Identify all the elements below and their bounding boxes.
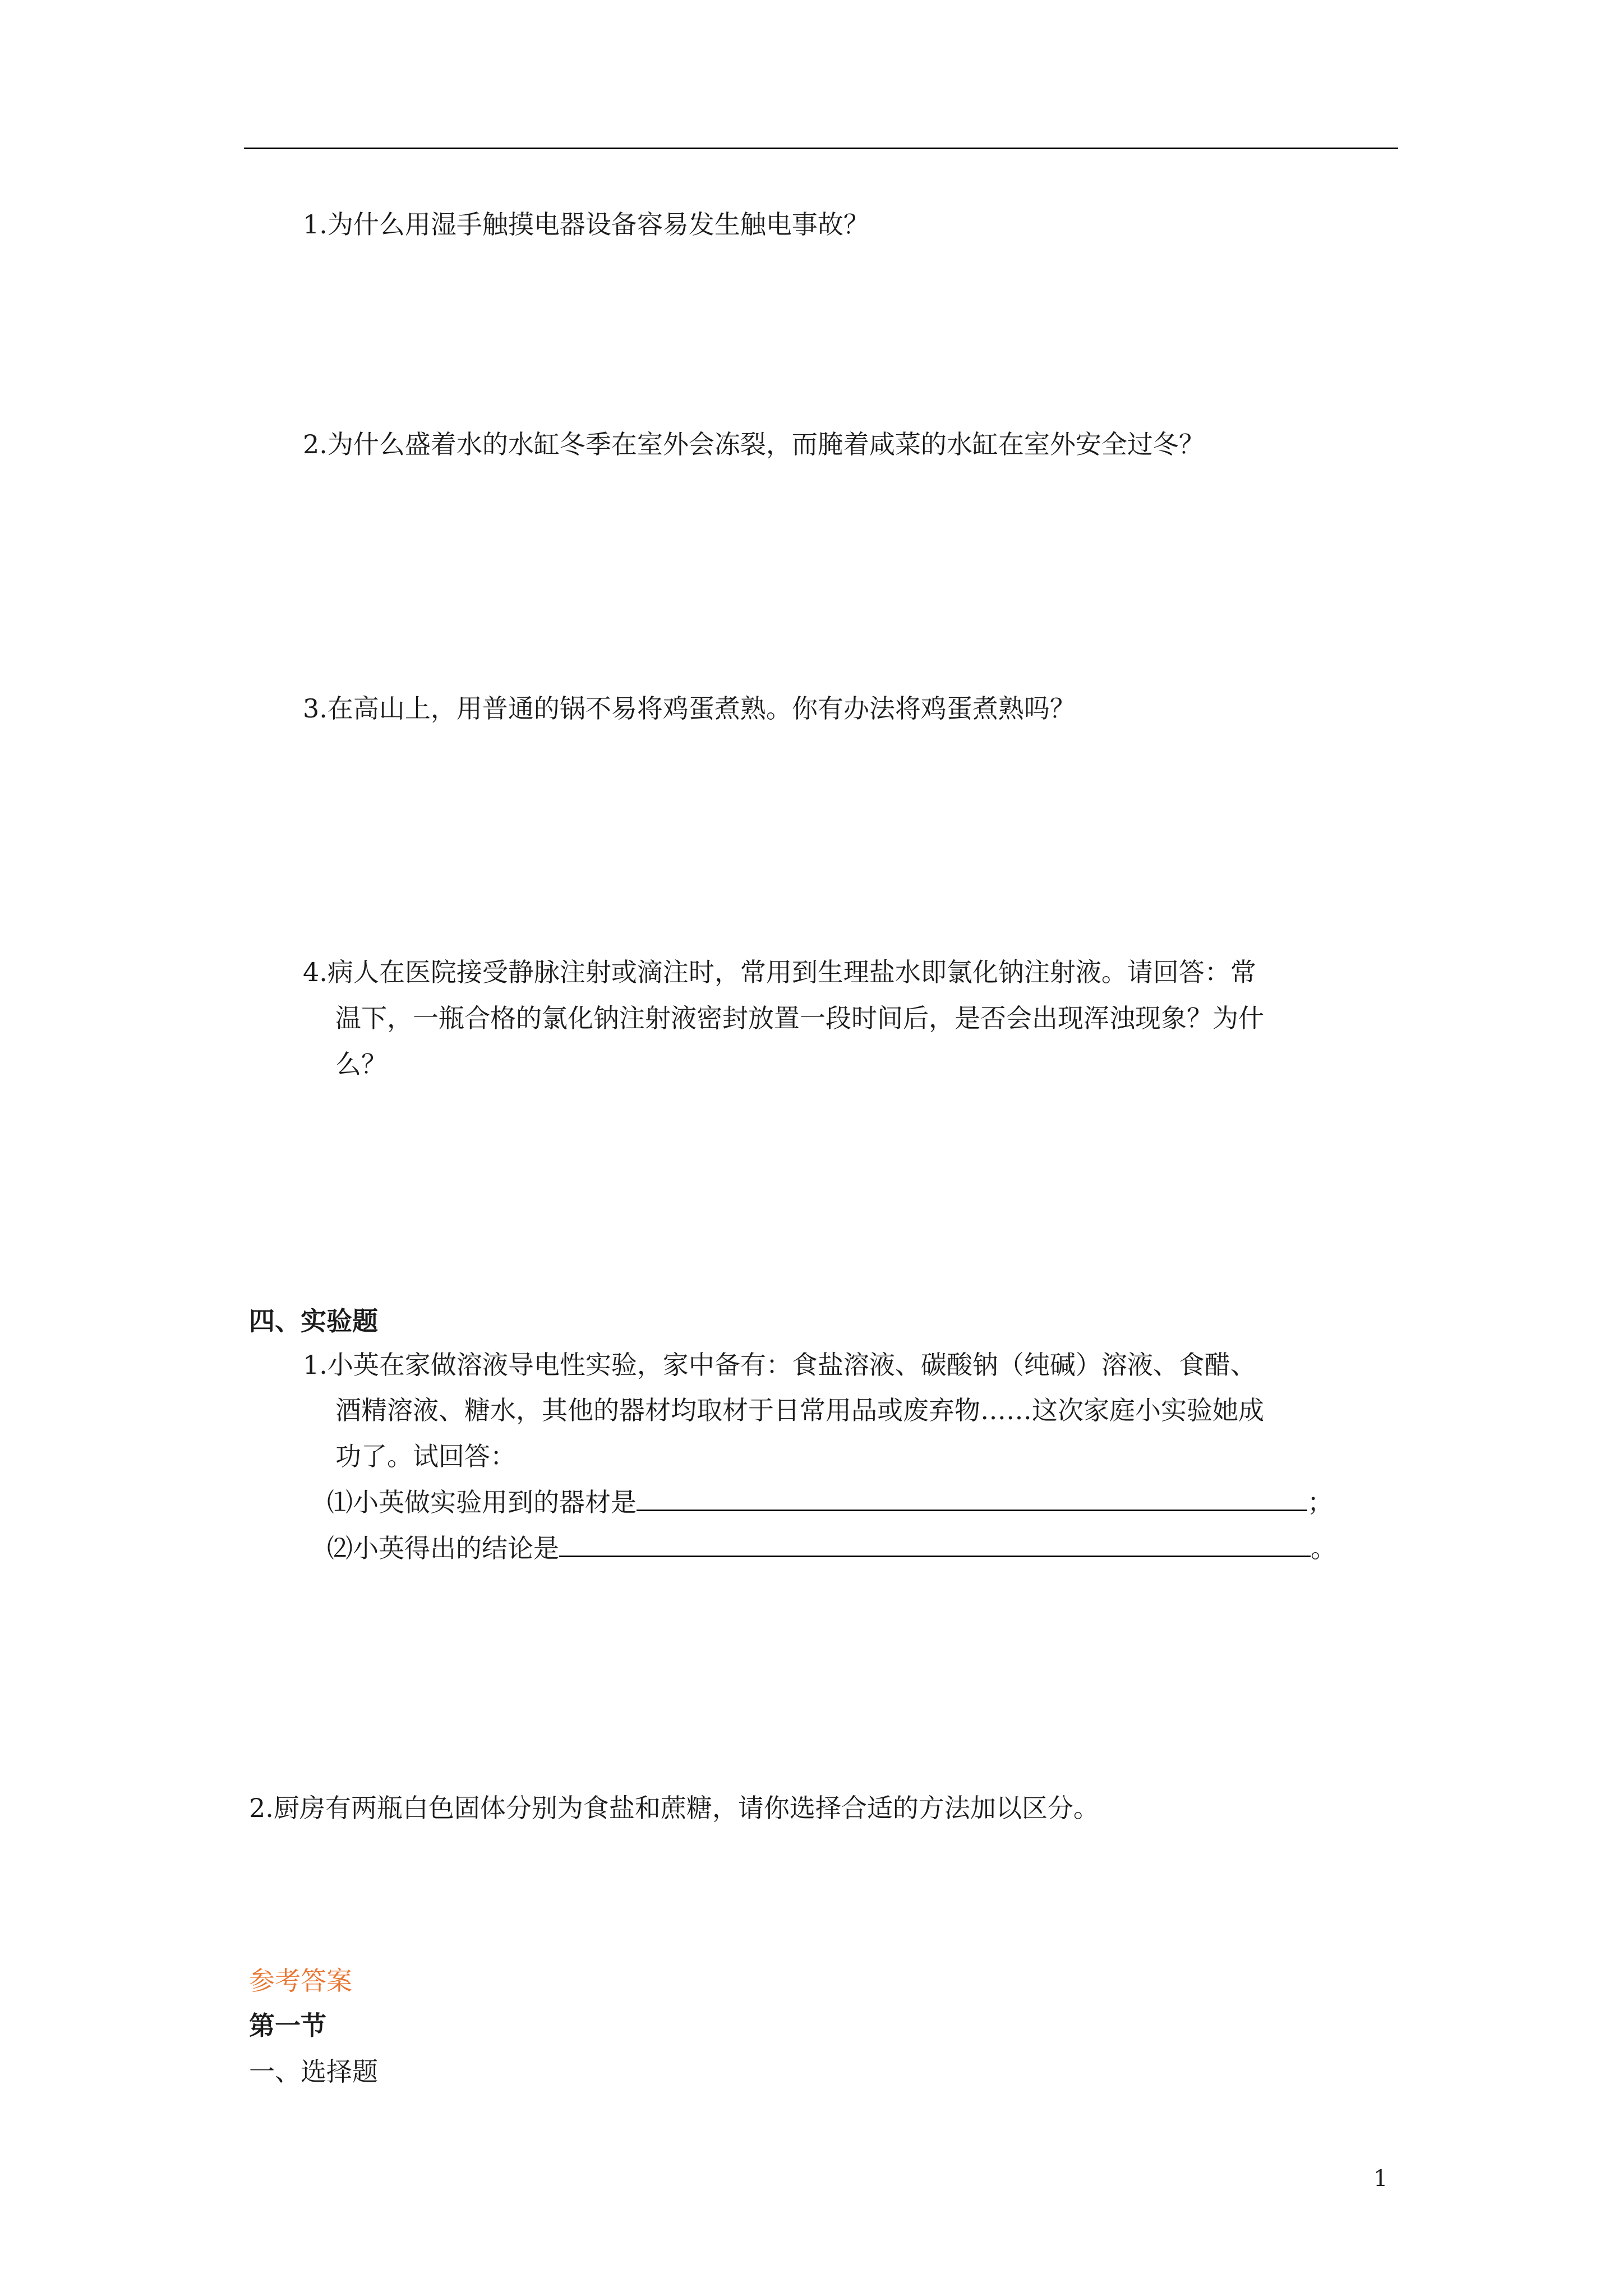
answers-subsection: 一、选择题 xyxy=(249,2056,378,2087)
sub2-answer-blank[interactable] xyxy=(559,1526,1311,1557)
answers-section: 第一节 xyxy=(249,2010,326,2041)
question-4-line-3: 么？ xyxy=(335,1049,387,1079)
page-number: 1 xyxy=(1373,2166,1388,2192)
experiment-q1-sub2 xyxy=(327,1524,1336,1572)
sub2-prefix: ⑵小英得出的结论是 xyxy=(327,1533,559,1563)
question-1: 1.为什么用湿手触摸电器设备容易发生触电事故？ xyxy=(303,209,869,240)
experiment-q1-line-1: 1.小英在家做溶液导电性实验，家中备有：食盐溶液、碳酸钠（纯碱）溶液、食醋、 xyxy=(303,1350,1256,1380)
section-4-title: 四、实验题 xyxy=(249,1306,378,1336)
question-3: 3.在高山上，用普通的锅不易将鸡蛋煮熟。你有办法将鸡蛋煮熟吗？ xyxy=(303,693,1076,724)
answers-title: 参考答案 xyxy=(249,1966,352,1996)
sub1-answer-blank[interactable] xyxy=(637,1480,1307,1511)
experiment-q1-line-2: 酒精溶液、糖水，其他的器材均取材于日常用品或废弃物……这次家庭小实验她成 xyxy=(335,1395,1264,1425)
sub1-suffix: ； xyxy=(1307,1487,1333,1517)
header-rule xyxy=(244,148,1398,149)
experiment-q1-line-3: 功了。试回答： xyxy=(335,1441,516,1471)
experiment-q2: 2.厨房有两瓶白色固体分别为食盐和蔗糖，请你选择合适的方法加以区分。 xyxy=(249,1793,1099,1823)
sub2-suffix: 。 xyxy=(1311,1533,1336,1563)
question-2: 2.为什么盛着水的水缸冬季在室外会冻裂，而腌着咸菜的水缸在室外安全过冬？ xyxy=(303,429,1205,459)
sub1-prefix: ⑴小英做实验用到的器材是 xyxy=(327,1487,637,1517)
question-4-line-2: 温下，一瓶合格的氯化钠注射液密封放置一段时间后，是否会出现浑浊现象？为什 xyxy=(335,1003,1264,1033)
experiment-q1-sub1 xyxy=(327,1478,1333,1526)
question-4-line-1: 4.病人在医院接受静脉注射或滴注时，常用到生理盐水即氯化钠注射液。请回答：常 xyxy=(303,957,1256,987)
